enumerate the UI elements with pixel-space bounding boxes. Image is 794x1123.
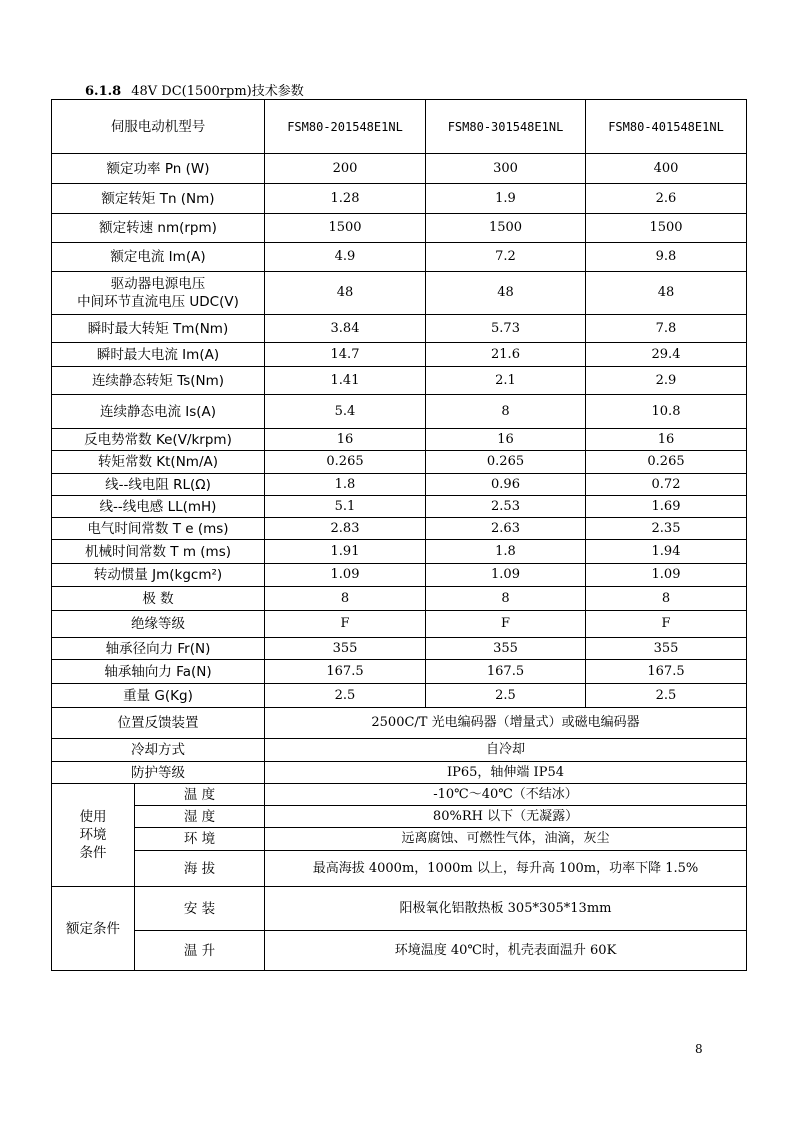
cell-value: 2.1	[426, 367, 586, 395]
cell-value: 2.5	[265, 684, 426, 708]
cell-value: 8	[586, 587, 747, 611]
table-row	[52, 828, 747, 851]
table-row	[52, 474, 747, 496]
row-label-line: 中间环节直流电压 UDC(V)	[77, 294, 239, 310]
row-label: 额定转速 nm(rpm)	[52, 214, 265, 243]
cell-value: 16	[426, 429, 586, 451]
merged-value: -10℃～40℃（不结冰）	[265, 784, 747, 806]
cell-value: 16	[265, 429, 426, 451]
cell-value: 1.8	[426, 540, 586, 564]
cell-value: 0.265	[426, 451, 586, 474]
table-row	[52, 851, 747, 887]
cell-value: 1.09	[586, 564, 747, 587]
row-label: 额定转矩 Tn (Nm)	[52, 184, 265, 214]
cell-value: 3.84	[265, 315, 426, 343]
row-label: 额定电流 Im(A)	[52, 243, 265, 272]
cell-value: 2.53	[426, 496, 586, 518]
row-label: 轴承径向力 Fr(N)	[52, 638, 265, 660]
group-label-line: 使用	[79, 809, 107, 825]
cell-value: 1.09	[426, 564, 586, 587]
merged-value: 阳极氧化铝散热板 305*305*13mm	[265, 887, 747, 931]
page-number: 8	[695, 1042, 703, 1056]
cell-value: 1.8	[265, 474, 426, 496]
row-label: 轴承轴向力 Fa(N)	[52, 660, 265, 684]
spec-table	[51, 99, 747, 971]
row-label: 连续静态电流 Is(A)	[52, 395, 265, 429]
cell-value: 167.5	[586, 660, 747, 684]
table-row	[52, 451, 747, 474]
cell-value: 355	[265, 638, 426, 660]
sub-label: 温 升	[135, 931, 265, 971]
section-number: 6.1.8	[85, 84, 122, 99]
cell-value: 4.9	[265, 243, 426, 272]
table-row	[52, 518, 747, 540]
table-row	[52, 315, 747, 343]
cell-value: 1.9	[426, 184, 586, 214]
merged-value: 2500C/T 光电编码器（增量式）或磁电编码器	[265, 708, 747, 739]
table-row	[52, 496, 747, 518]
sub-label: 环 境	[135, 828, 265, 851]
table-row	[52, 243, 747, 272]
sub-label: 安 装	[135, 887, 265, 931]
row-label: 极 数	[52, 587, 265, 611]
row-label: 冷却方式	[52, 739, 265, 762]
cell-value: 2.35	[586, 518, 747, 540]
section-title: 48V DC(1500rpm)技术参数	[131, 84, 304, 99]
row-label	[52, 272, 265, 315]
model-name: FSM80-401548E1NL	[586, 100, 747, 154]
cell-value: 1500	[426, 214, 586, 243]
cell-value: 355	[426, 638, 586, 660]
row-label: 线--线电阻 RL(Ω)	[52, 474, 265, 496]
row-label: 绝缘等级	[52, 611, 265, 638]
table-row	[52, 429, 747, 451]
merged-value: 远离腐蚀、可燃性气体，油滴，灰尘	[265, 828, 747, 851]
cell-value: 0.72	[586, 474, 747, 496]
cell-value: F	[426, 611, 586, 638]
cell-value: 167.5	[265, 660, 426, 684]
cell-value: 14.7	[265, 343, 426, 367]
model-name: FSM80-301548E1NL	[426, 100, 586, 154]
cell-value: 167.5	[426, 660, 586, 684]
cell-value: 2.63	[426, 518, 586, 540]
cell-value: 2.83	[265, 518, 426, 540]
cell-value: 300	[426, 154, 586, 184]
cell-value: 355	[586, 638, 747, 660]
row-label: 线--线电感 LL(mH)	[52, 496, 265, 518]
cell-value: 48	[265, 272, 426, 315]
row-label: 位置反馈装置	[52, 708, 265, 739]
cell-value: F	[586, 611, 747, 638]
cell-value: 8	[265, 587, 426, 611]
row-label: 转动惯量 Jm(kgcm²)	[52, 564, 265, 587]
row-label: 瞬时最大电流 Im(A)	[52, 343, 265, 367]
cell-value: 16	[586, 429, 747, 451]
row-label: 电气时间常数 T e (ms)	[52, 518, 265, 540]
table-row	[52, 887, 747, 931]
cell-value: 1.94	[586, 540, 747, 564]
table-row	[52, 708, 747, 739]
table-row	[52, 214, 747, 243]
cell-value: 48	[426, 272, 586, 315]
group-label-line: 条件	[79, 845, 107, 861]
row-label: 额定功率 Pn (W)	[52, 154, 265, 184]
table-row	[52, 540, 747, 564]
table-row	[52, 611, 747, 638]
cell-value: 1.09	[265, 564, 426, 587]
cell-value: 7.8	[586, 315, 747, 343]
row-label: 瞬时最大转矩 Tm(Nm)	[52, 315, 265, 343]
rated-group-label: 额定条件	[52, 887, 135, 971]
cell-value: 8	[426, 395, 586, 429]
cell-value: 7.2	[426, 243, 586, 272]
cell-value: 2.6	[586, 184, 747, 214]
table-row	[52, 931, 747, 971]
group-label-line: 环境	[79, 827, 107, 843]
cell-value: 1500	[586, 214, 747, 243]
table-row	[52, 395, 747, 429]
cell-value: 29.4	[586, 343, 747, 367]
cell-value: 21.6	[426, 343, 586, 367]
row-label: 连续静态转矩 Ts(Nm)	[52, 367, 265, 395]
merged-value: IP65，轴伸端 IP54	[265, 762, 747, 784]
cell-value: 1.28	[265, 184, 426, 214]
merged-value: 环境温度 40℃时，机壳表面温升 60K	[265, 931, 747, 971]
table-row	[52, 184, 747, 214]
environment-group-label	[52, 784, 135, 887]
row-label: 转矩常数 Kt(Nm/A)	[52, 451, 265, 474]
table-row	[52, 154, 747, 184]
sub-label: 海 拔	[135, 851, 265, 887]
cell-value: 1.41	[265, 367, 426, 395]
cell-value: 5.73	[426, 315, 586, 343]
table-row	[52, 806, 747, 828]
table-row	[52, 564, 747, 587]
cell-value: 0.265	[265, 451, 426, 474]
row-label: 重量 G(Kg)	[52, 684, 265, 708]
table-row	[52, 684, 747, 708]
cell-value: 9.8	[586, 243, 747, 272]
cell-value: 2.5	[426, 684, 586, 708]
row-label: 防护等级	[52, 762, 265, 784]
table-row	[52, 660, 747, 684]
model-label: 伺服电动机型号	[52, 100, 265, 154]
cell-value: 2.9	[586, 367, 747, 395]
sub-label: 湿 度	[135, 806, 265, 828]
cell-value: 2.5	[586, 684, 747, 708]
cell-value: 1.69	[586, 496, 747, 518]
table-row	[52, 638, 747, 660]
header-row	[52, 100, 747, 154]
table-row	[52, 272, 747, 315]
sub-label: 温 度	[135, 784, 265, 806]
cell-value: F	[265, 611, 426, 638]
table-row	[52, 784, 747, 806]
table-row	[52, 762, 747, 784]
row-label: 机械时间常数 T m (ms)	[52, 540, 265, 564]
cell-value: 5.4	[265, 395, 426, 429]
row-label-line: 驱动器电源电压	[110, 276, 206, 292]
table-row	[52, 367, 747, 395]
cell-value: 200	[265, 154, 426, 184]
model-name: FSM80-201548E1NL	[265, 100, 426, 154]
cell-value: 0.96	[426, 474, 586, 496]
merged-value: 80%RH 以下（无凝露）	[265, 806, 747, 828]
merged-value: 最高海拔 4000m，1000m 以上，每升高 100m，功率下降 1.5%	[265, 851, 747, 887]
cell-value: 0.265	[586, 451, 747, 474]
cell-value: 10.8	[586, 395, 747, 429]
merged-value: 自冷却	[265, 739, 747, 762]
table-row	[52, 739, 747, 762]
table-row	[52, 587, 747, 611]
table-row	[52, 343, 747, 367]
section-heading	[85, 80, 304, 99]
cell-value: 400	[586, 154, 747, 184]
cell-value: 48	[586, 272, 747, 315]
cell-value: 5.1	[265, 496, 426, 518]
cell-value: 1.91	[265, 540, 426, 564]
cell-value: 1500	[265, 214, 426, 243]
row-label: 反电势常数 Ke(V/krpm)	[52, 429, 265, 451]
cell-value: 8	[426, 587, 586, 611]
